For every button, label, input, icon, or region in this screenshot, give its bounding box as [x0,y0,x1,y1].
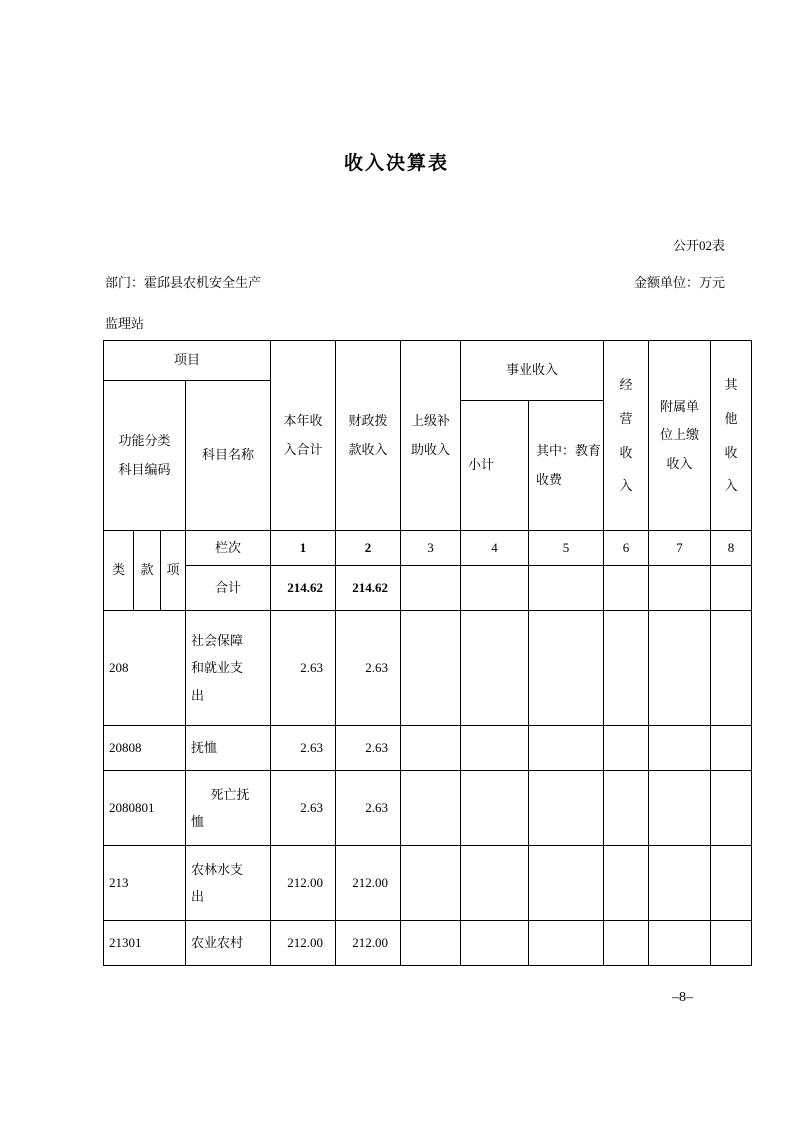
column-number-5: 5 [529,531,604,566]
total-row-label: 合计 [186,566,271,611]
value-cell [649,611,711,726]
column-number-1: 1 [271,531,336,566]
subject-name-text: 农业农村 [191,935,244,951]
header-cell-annual-total [271,341,336,531]
header-cell-education-fee [529,401,604,531]
code-cell: 208 [104,611,186,726]
value-cell: 212.00 [336,846,401,921]
page-title: 收入决算表 [343,153,449,174]
header-other-label: 其他收入 [724,376,738,494]
table-row [104,726,752,771]
name-cell [186,726,271,771]
column-number-7: 7 [649,531,711,566]
value-cell [529,921,604,966]
header-operating-label: 经营收入 [619,376,633,494]
value-cell [649,846,711,921]
form-label: 公开02表 [672,238,725,253]
subject-name-text: 死亡抚恤 [191,786,250,829]
value-cell [604,611,649,726]
total-value: 214.62 [271,566,336,611]
code-cell: 20808 [104,726,186,771]
table-row [104,921,752,966]
name-cell [186,921,271,966]
header-superior-label: 上级补助收入 [411,412,451,457]
value-cell [711,771,752,846]
column-number-3: 3 [401,531,461,566]
value-cell: 2.63 [271,726,336,771]
header-education-fee-label: 其中：教育收费 [536,442,602,487]
code-cell: 21301 [104,921,186,966]
name-cell [186,846,271,921]
value-cell: 212.00 [271,921,336,966]
value-cell [529,771,604,846]
total-value [401,566,461,611]
value-cell: 2.63 [336,726,401,771]
header-cell-operating-income [604,341,649,531]
value-cell [461,726,529,771]
value-cell: 2.63 [271,771,336,846]
value-cell: 212.00 [271,846,336,921]
column-number-8: 8 [711,531,752,566]
value-cell [649,921,711,966]
value-cell: 2.63 [336,771,401,846]
value-cell: 2.63 [271,611,336,726]
subject-name-text: 农林水支出 [191,861,244,904]
department-line2: 监理站 [105,316,145,331]
value-cell [711,846,752,921]
total-value [649,566,711,611]
value-cell [649,771,711,846]
total-value [529,566,604,611]
value-cell [711,921,752,966]
total-value: 214.62 [336,566,401,611]
header-affiliated-label: 附属单位上缴收入 [660,398,700,471]
value-cell [529,846,604,921]
name-cell [186,611,271,726]
value-cell [461,921,529,966]
value-cell [401,846,461,921]
header-cell-class: 类 [104,531,134,611]
value-cell [711,611,752,726]
header-cell-other-income [711,341,752,531]
page-number: –8– [672,990,693,1005]
value-cell: 2.63 [336,611,401,726]
income-table-wrapper [103,340,752,966]
value-cell [529,726,604,771]
name-cell [186,771,271,846]
value-cell: 212.00 [336,921,401,966]
header-cell-affiliated-income [649,341,711,531]
value-cell [604,846,649,921]
column-number-4: 4 [461,531,529,566]
value-cell [461,611,529,726]
value-cell [604,771,649,846]
value-cell [604,726,649,771]
value-cell [401,771,461,846]
header-func-code-label: 功能分类科目编码 [118,432,171,477]
subject-name-text: 抚恤 [191,740,218,756]
value-cell [401,921,461,966]
value-cell [604,921,649,966]
value-cell [711,726,752,771]
column-number-2: 2 [336,531,401,566]
total-value [711,566,752,611]
header-cell-func-code [104,381,186,531]
table-row [104,771,752,846]
header-cell-section: 款 [134,531,161,611]
total-value [461,566,529,611]
header-cell-item: 项 [161,531,186,611]
column-number-6: 6 [604,531,649,566]
value-cell [461,771,529,846]
code-cell: 2080801 [104,771,186,846]
unit-label: 金额单位：万元 [633,275,725,290]
department-line1: 部门：霍邱县农机安全生产 [105,275,262,290]
header-fiscal-label: 财政拨款收入 [348,412,388,457]
income-table [103,340,752,966]
header-cell-column-label: 栏次 [186,531,271,566]
header-cell-subtotal: 小计 [461,401,529,531]
value-cell [649,726,711,771]
value-cell [529,611,604,726]
table-row [104,611,752,726]
code-cell: 213 [104,846,186,921]
total-value [604,566,649,611]
header-cell-fiscal-appropriation [336,341,401,531]
header-cell-superior-subsidy [401,341,461,531]
value-cell [461,846,529,921]
header-annual-total-label: 本年收入合计 [283,412,323,457]
header-cell-business-income: 事业收入 [461,341,604,401]
value-cell [401,611,461,726]
subject-name-text: 社会保障和就业支出 [191,633,244,703]
table-row [104,846,752,921]
header-cell-subject-name: 科目名称 [186,381,271,531]
value-cell [401,726,461,771]
header-cell-project: 项目 [104,341,271,381]
